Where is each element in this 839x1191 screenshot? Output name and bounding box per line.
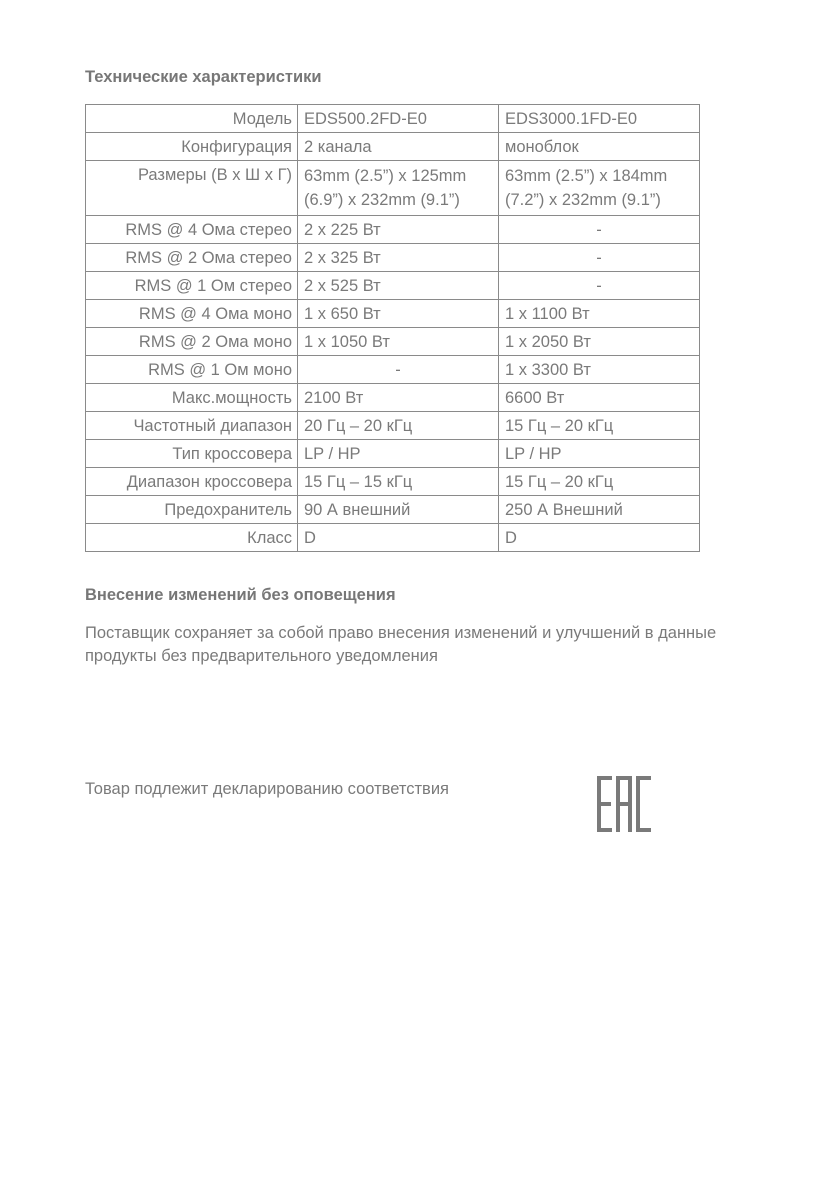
spec-value-model-2: 1 x 3300 Вт	[499, 356, 700, 384]
spec-value-model-1: LP / HP	[298, 440, 499, 468]
spec-value-model-2: 1 x 2050 Вт	[499, 328, 700, 356]
spec-value-model-2: EDS3000.1FD-E0	[499, 105, 700, 133]
table-row	[86, 244, 700, 272]
spec-label: RMS @ 2 Ома стерео	[86, 244, 298, 272]
spec-value-model-1: 1 x 650 Вт	[298, 300, 499, 328]
table-row	[86, 440, 700, 468]
table-row	[86, 216, 700, 244]
spec-label: Размеры (В х Ш х Г)	[86, 161, 298, 216]
table-row	[86, 356, 700, 384]
table-row	[86, 524, 700, 552]
spec-label: Частотный диапазон	[86, 412, 298, 440]
spec-value-model-1: 2 x 525 Вт	[298, 272, 499, 300]
table-row	[86, 328, 700, 356]
spec-label: Модель	[86, 105, 298, 133]
table-row	[86, 300, 700, 328]
spec-value-model-2: -	[499, 244, 700, 272]
spec-value-model-1: 1 x 1050 Вт	[298, 328, 499, 356]
spec-section-title: Технические характеристики	[85, 68, 322, 86]
table-row	[86, 161, 700, 216]
spec-label: Диапазон кроссовера	[86, 468, 298, 496]
spec-value-model-2: 1 x 1100 Вт	[499, 300, 700, 328]
spec-value-model-2: -	[499, 272, 700, 300]
spec-value-model-2: моноблок	[499, 133, 700, 161]
spec-value-model-1: EDS500.2FD-E0	[298, 105, 499, 133]
spec-label: RMS @ 1 Ом стерео	[86, 272, 298, 300]
spec-value-model-1: 20 Гц – 20 кГц	[298, 412, 499, 440]
eac-mark-icon	[597, 776, 651, 832]
spec-table	[85, 104, 700, 552]
spec-value-model-2: 6600 Вт	[499, 384, 700, 412]
spec-label: Класс	[86, 524, 298, 552]
spec-label: RMS @ 4 Ома моно	[86, 300, 298, 328]
table-row	[86, 496, 700, 524]
table-row	[86, 272, 700, 300]
spec-value-model-2: D	[499, 524, 700, 552]
spec-label: Макс.мощность	[86, 384, 298, 412]
spec-label: RMS @ 1 Ом моно	[86, 356, 298, 384]
spec-value-model-1: 2 x 225 Вт	[298, 216, 499, 244]
spec-label: Предохранитель	[86, 496, 298, 524]
spec-value-model-2: 15 Гц – 20 кГц	[499, 468, 700, 496]
spec-value-model-2: LP / HP	[499, 440, 700, 468]
declaration-text: Товар подлежит декларированию соответствия	[85, 780, 449, 798]
spec-value-model-1: 90 А внешний	[298, 496, 499, 524]
spec-value-model-1: 2100 Вт	[298, 384, 499, 412]
table-row	[86, 468, 700, 496]
spec-value-model-2: 63mm (2.5”) x 184mm (7.2”) x 232mm (9.1”)	[499, 161, 700, 216]
spec-value-model-2: 15 Гц – 20 кГц	[499, 412, 700, 440]
spec-label: RMS @ 4 Ома стерео	[86, 216, 298, 244]
table-row	[86, 412, 700, 440]
table-row	[86, 133, 700, 161]
spec-value-model-1: 2 канала	[298, 133, 499, 161]
spec-value-model-2: 250 А Внешний	[499, 496, 700, 524]
spec-value-model-1: 2 x 325 Вт	[298, 244, 499, 272]
spec-label: Конфигурация	[86, 133, 298, 161]
spec-value-model-1: D	[298, 524, 499, 552]
table-row	[86, 384, 700, 412]
spec-value-model-2: -	[499, 216, 700, 244]
spec-value-model-1: 63mm (2.5”) x 125mm (6.9”) x 232mm (9.1”)	[298, 161, 499, 216]
spec-label: RMS @ 2 Ома моно	[86, 328, 298, 356]
spec-value-model-1: 15 Гц – 15 кГц	[298, 468, 499, 496]
notice-section-title: Внесение изменений без оповещения	[85, 586, 396, 604]
notice-paragraph: Поставщик сохраняет за собой право внесения изменений и улучшений в данные продукты без предварительного уведомления	[85, 624, 717, 665]
table-row	[86, 105, 700, 133]
spec-value-model-1: -	[298, 356, 499, 384]
spec-label: Тип кроссовера	[86, 440, 298, 468]
